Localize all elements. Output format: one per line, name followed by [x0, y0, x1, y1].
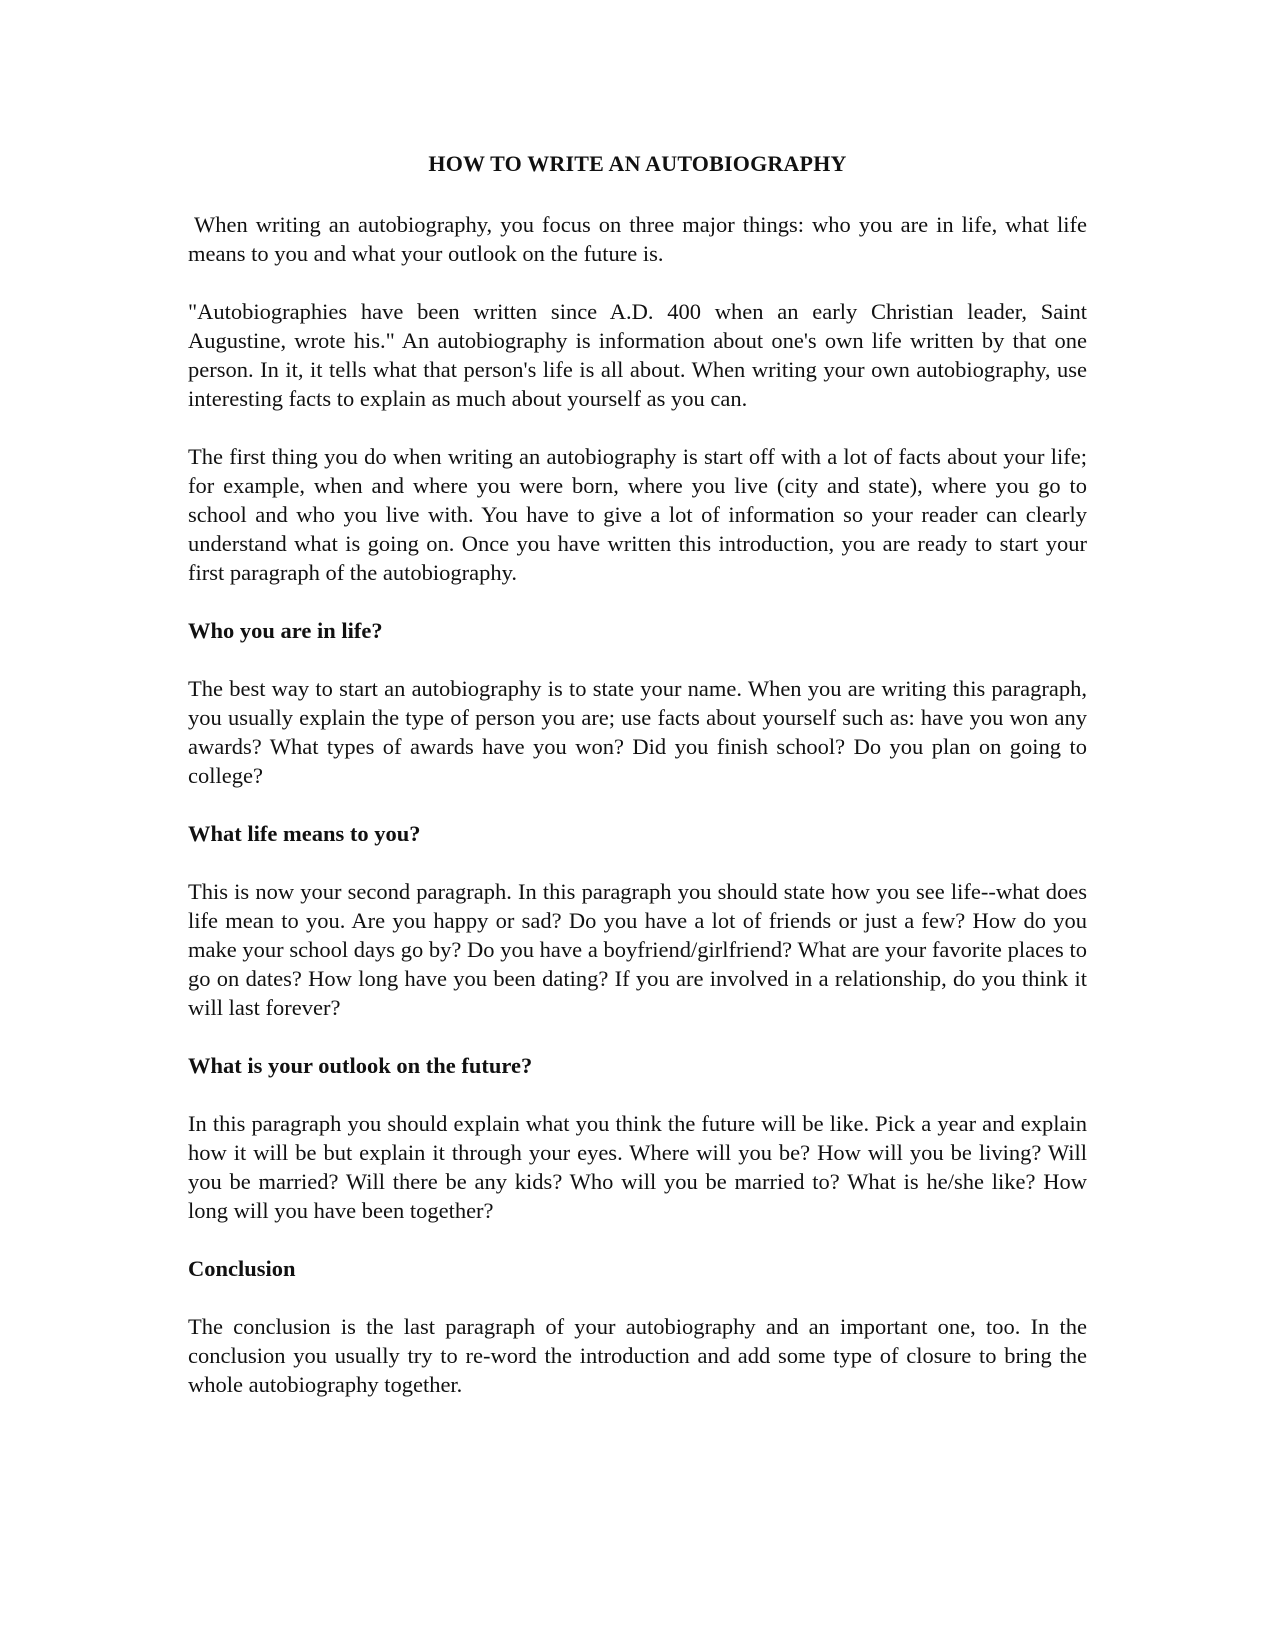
- section-body-what-life-means: This is now your second paragraph. In this paragraph you should state how you see life--what does life mean to you. Are you happy or sad? Do you have a lot of friends or just a few? How do you make your school days go by? Do you have a boyfriend/girlfriend? What are your favorite places to go on dates? How long have you been dating? If you are involved in a relationship, do you think it will last forever?: [188, 879, 1087, 1020]
- section-body-outlook: In this paragraph you should explain what you think the future will be like. Pick a year and explain how it will be but explain it through your eyes. Where will you be? How will you be living? Will you be married? Will there be any kids? Who will you be married to? What is he/she like? How long will you have been together?: [188, 1111, 1087, 1223]
- section-body-conclusion: The conclusion is the last paragraph of your autobiography and an important one, too. In the conclusion you usually try to re-word the introduction and add some type of closure to bring the whole autobiography together.: [188, 1314, 1087, 1397]
- section-heading-who-you-are: Who you are in life?: [188, 618, 383, 643]
- document-title: HOW TO WRITE AN AUTOBIOGRAPHY: [428, 151, 847, 176]
- section-heading-conclusion: Conclusion: [188, 1256, 296, 1281]
- section-heading-outlook: What is your outlook on the future?: [188, 1053, 533, 1078]
- first-thing-paragraph: The first thing you do when writing an autobiography is start off with a lot of facts about your life; for example, when and where you were born, where you live (city and state), where you go to school and who you live with. You have to give a lot of information so your reader can clearly understand what is going on. Once you have written this introduction, you are ready to start your first paragraph of the autobiography.: [188, 444, 1087, 585]
- history-paragraph: "Autobiographies have been written since A.D. 400 when an early Christian leader, Saint Augustine, wrote his." An autobiography is information about one's own life written by that one person. In it, it tells what that person's life is all about. When writing your own autobiography, use interesting facts to explain as much about yourself as you can.: [188, 299, 1087, 411]
- section-body-who-you-are: The best way to start an autobiography is to state your name. When you are writing this paragraph, you usually explain the type of person you are; use facts about yourself such as: have you won any awards? What types of awards have you won? Did you finish school? Do you plan on going to college?: [188, 676, 1087, 788]
- section-heading-what-life-means: What life means to you?: [188, 821, 421, 846]
- intro-paragraph: When writing an autobiography, you focus on three major things: who you are in life, what life means to you and what your outlook on the future is.: [188, 212, 1087, 266]
- document-body: [188, 210, 1087, 1428]
